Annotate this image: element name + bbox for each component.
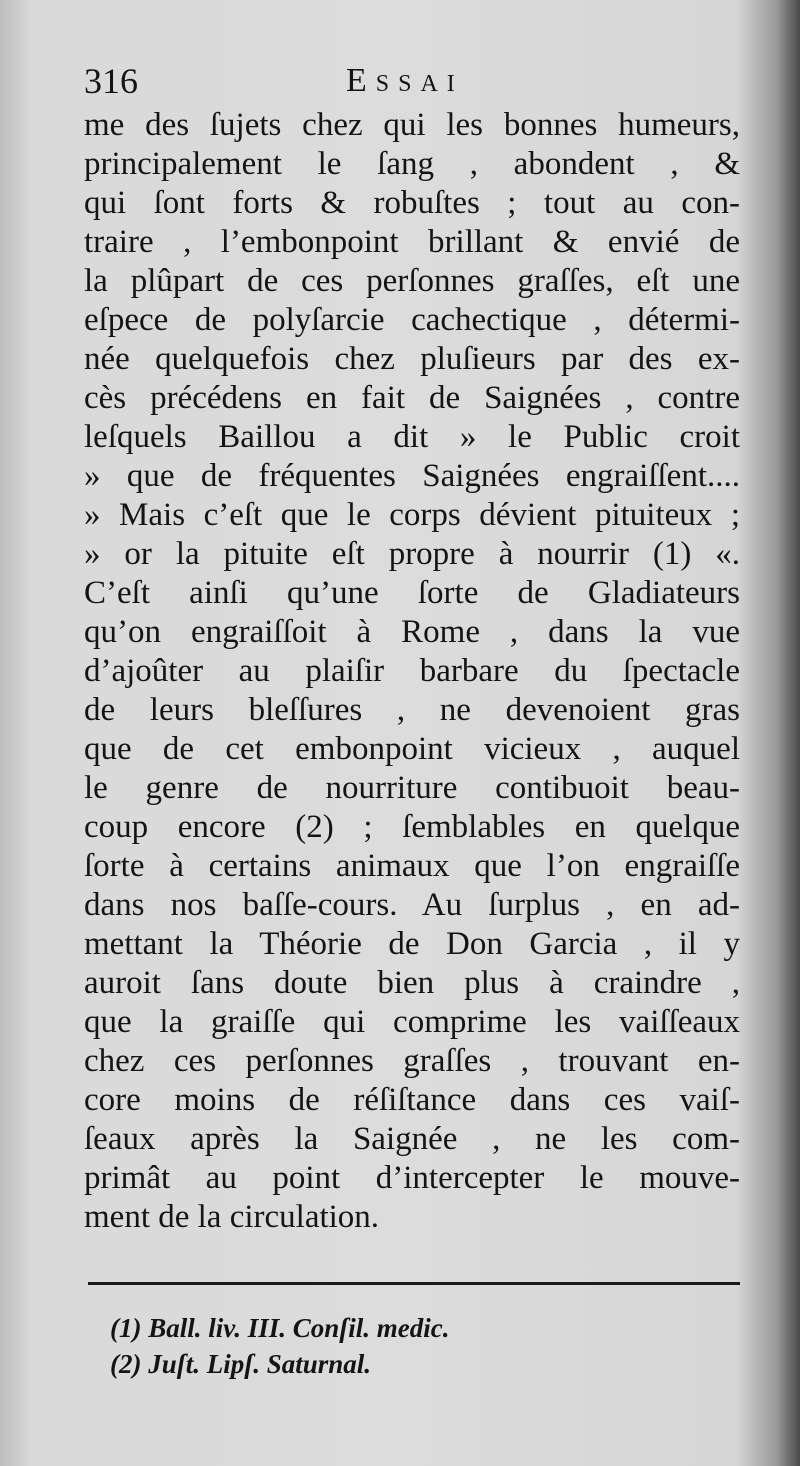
- text-line: que de cet embonpoint vicieux , auquel: [84, 731, 740, 767]
- footnote-2: (2) Juſt. Lipſ. Saturnal.: [110, 1349, 372, 1379]
- text-line: eſpece de polyſarcie cachectique , détermi-: [84, 302, 740, 338]
- text-line: primât au point d’intercepter le mouve-: [84, 1160, 740, 1196]
- footnotes: [110, 1310, 710, 1382]
- text-line: coup encore (2) ; ſemblables en quelque: [84, 809, 740, 845]
- text-line: mettant la Théorie de Don Garcia , il y: [84, 926, 740, 962]
- footnote-rule: [88, 1282, 740, 1285]
- page-number: 316: [84, 61, 138, 101]
- text-line: d’ajoûter au plaiſir barbare du ſpectacle: [84, 653, 740, 689]
- text-line: » or la pituite eſt propre à nourrir (1) «.: [84, 536, 740, 572]
- footnote-1: (1) Ball. liv. III. Conſil. medic.: [110, 1313, 450, 1343]
- text-line: ment de la circulation.: [84, 1199, 380, 1235]
- text-line: que la graiſſe qui comprime les vaiſſeaux: [84, 1004, 740, 1040]
- page-header: [84, 58, 744, 104]
- text-line: core moins de réſiſtance dans ces vaiſ-: [84, 1082, 740, 1118]
- body-text: [84, 106, 740, 1237]
- text-line: la plûpart de ces perſonnes graſſes, eſt une: [84, 263, 740, 299]
- text-line: qui ſont forts & robuſtes ; tout au con-: [84, 185, 740, 221]
- text-line: dans nos baſſe-cours. Au ſurplus , en ad-: [84, 887, 740, 923]
- text-line: » que de fréquentes Saignées engraiſſent....: [84, 458, 740, 494]
- text-line: le genre de nourriture contibuoit beau-: [84, 770, 740, 806]
- text-line: principalement le ſang , abondent , &: [84, 146, 740, 182]
- text-line: » Mais c’eſt que le corps dévient pituiteux ;: [84, 497, 740, 533]
- text-line: auroit ſans doute bien plus à craindre ,: [84, 965, 740, 1001]
- running-head: Essai: [346, 62, 464, 99]
- text-line: leſquels Baillou a dit » le Public croit: [84, 419, 740, 455]
- text-line: de leurs bleſſures , ne devenoient gras: [84, 692, 740, 728]
- text-line: C’eſt ainſi qu’une ſorte de Gladiateurs: [84, 575, 740, 611]
- text-line: traire , l’embonpoint brillant & envié de: [84, 224, 740, 260]
- text-line: cès précédens en fait de Saignées , contre: [84, 380, 740, 416]
- text-line: chez ces perſonnes graſſes , trouvant en-: [84, 1043, 740, 1079]
- text-line: me des ſujets chez qui les bonnes humeurs,: [84, 107, 740, 143]
- text-line: née quelquefois chez pluſieurs par des ex-: [84, 341, 740, 377]
- text-line: ſorte à certains animaux que l’on engraiſſe: [84, 848, 740, 884]
- text-line: qu’on engraiſſoit à Rome , dans la vue: [84, 614, 740, 650]
- text-line: ſeaux après la Saignée , ne les com-: [84, 1121, 740, 1157]
